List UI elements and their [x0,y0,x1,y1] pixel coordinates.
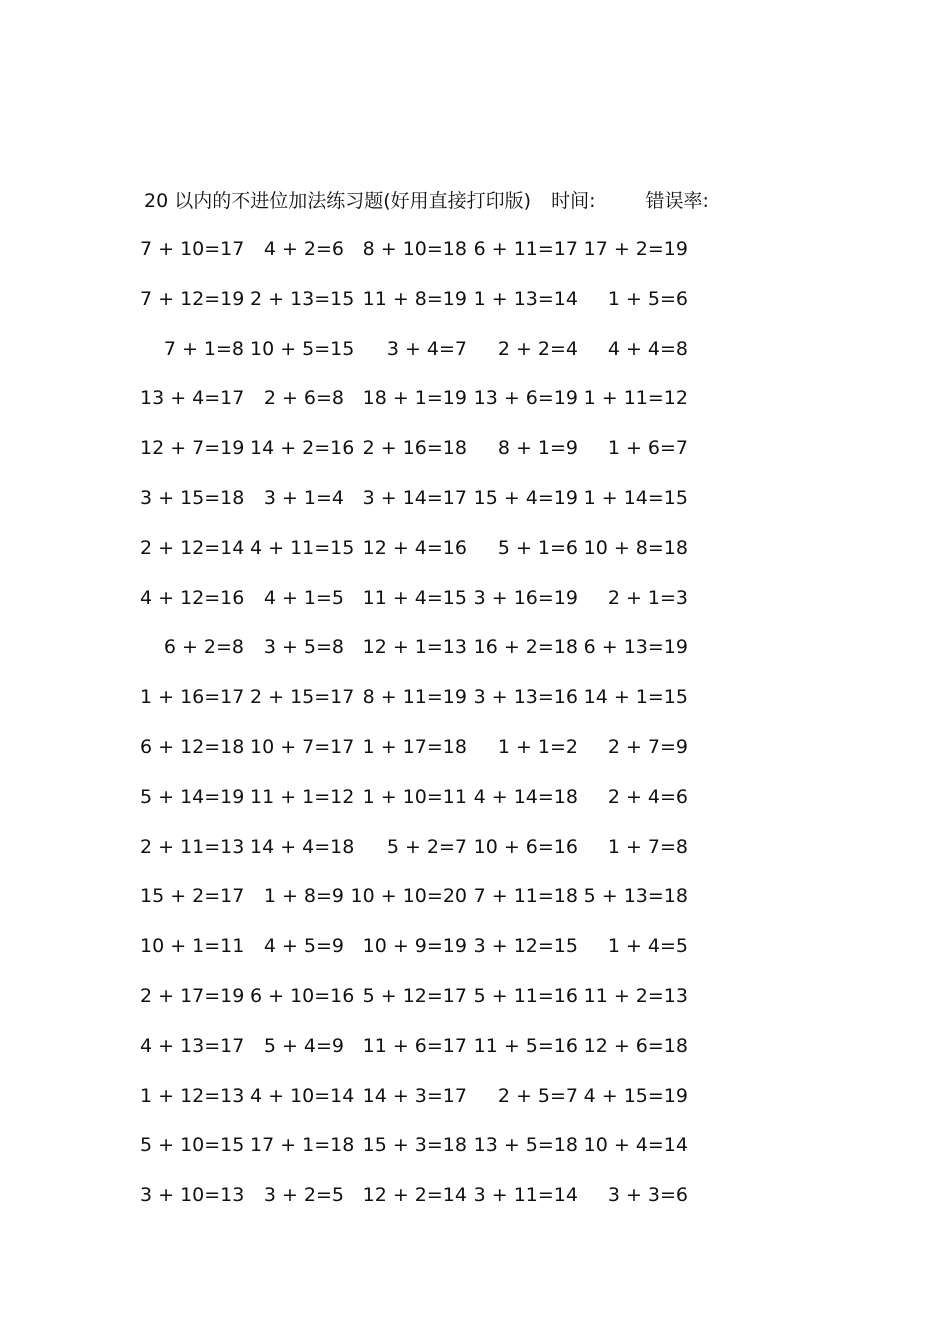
exercise-item: 17 + 1=18 [250,1134,355,1157]
exercise-item: 1 + 11=12 [583,387,688,410]
exercise-row [0,980,950,1030]
exercise-item: 8 + 11=19 [362,686,467,709]
exercise-item: 15 + 3=18 [362,1134,467,1157]
exercise-item: 7 + 11=18 [473,885,578,908]
time-label: 时间: [551,190,596,212]
exercise-row [0,283,950,333]
exercise-row [0,382,950,432]
exercise-row [0,631,950,681]
exercise-row [0,233,950,283]
exercise-row [0,1080,950,1130]
exercise-item: 1 + 10=11 [362,785,467,808]
exercise-item: 6 + 12=18 [140,735,245,758]
exercise-item: 3 + 12=15 [473,935,578,958]
exercise-item: 1 + 8=9 [263,885,344,908]
exercise-item: 5 + 4=9 [263,1034,344,1057]
exercise-item: 2 + 2=4 [497,337,578,360]
exercise-item: 1 + 14=15 [583,486,688,509]
exercise-item: 4 + 11=15 [250,536,355,559]
exercise-item: 10 + 9=19 [362,935,467,958]
exercise-item: 2 + 17=19 [140,984,245,1007]
exercise-item: 1 + 17=18 [362,735,467,758]
exercise-item: 3 + 14=17 [362,486,467,509]
error-rate-label: 错误率: [645,190,709,212]
exercise-item: 4 + 10=14 [250,1084,355,1107]
page-title: 20 以内的不进位加法练习题(好用直接打印版) [144,190,532,212]
exercise-item: 10 + 8=18 [583,536,688,559]
exercise-item: 2 + 6=8 [263,387,344,410]
exercise-item: 16 + 2=18 [473,636,578,659]
exercise-row [0,1030,950,1080]
exercise-item: 5 + 1=6 [497,536,578,559]
exercise-item: 11 + 1=12 [250,785,355,808]
exercise-item: 12 + 4=16 [362,536,467,559]
exercise-item: 4 + 5=9 [263,935,344,958]
exercise-row [0,432,950,482]
exercise-item: 3 + 5=8 [263,636,344,659]
exercise-item: 7 + 10=17 [140,238,245,260]
exercise-item: 17 + 2=19 [583,238,688,260]
exercise-item: 10 + 7=17 [250,735,355,758]
exercise-row [0,880,950,930]
exercise-item: 8 + 1=9 [497,437,578,460]
exercise-item: 2 + 12=14 [140,536,245,559]
exercise-row [0,781,950,831]
exercise-item: 11 + 4=15 [362,586,467,609]
exercise-item: 6 + 11=17 [473,238,578,260]
exercise-item: 2 + 5=7 [497,1084,578,1107]
exercise-item: 3 + 4=7 [386,337,467,360]
exercise-item: 3 + 16=19 [473,586,578,609]
exercise-item: 2 + 11=13 [140,835,245,858]
exercise-item: 14 + 2=16 [250,437,355,460]
exercise-item: 13 + 6=19 [473,387,578,410]
exercise-item: 6 + 10=16 [250,984,355,1007]
exercise-item: 1 + 12=13 [140,1084,245,1107]
exercise-item: 10 + 5=15 [250,337,355,360]
exercise-item: 5 + 12=17 [362,984,467,1007]
exercise-row [0,731,950,781]
exercise-item: 12 + 7=19 [140,437,245,460]
exercise-item: 3 + 10=13 [140,1184,245,1207]
exercise-row [0,1179,950,1229]
exercise-item: 14 + 4=18 [250,835,355,858]
exercise-item: 11 + 6=17 [362,1034,467,1057]
exercise-item: 2 + 13=15 [250,287,355,310]
exercise-item: 2 + 15=17 [250,686,355,709]
exercise-item: 10 + 6=16 [473,835,578,858]
exercise-item: 1 + 13=14 [473,287,578,310]
exercise-item: 13 + 5=18 [473,1134,578,1157]
exercise-item: 3 + 11=14 [473,1184,578,1207]
exercise-item: 8 + 10=18 [362,238,467,260]
exercise-item: 15 + 2=17 [140,885,245,908]
exercise-item: 12 + 6=18 [583,1034,688,1057]
exercise-item: 6 + 2=8 [163,636,244,659]
exercise-item: 3 + 1=4 [263,486,344,509]
exercise-item: 2 + 1=3 [607,586,688,609]
exercise-row [0,831,950,881]
exercise-item: 1 + 6=7 [607,437,688,460]
exercise-item: 4 + 13=17 [140,1034,245,1057]
exercise-item: 14 + 1=15 [583,686,688,709]
exercise-row [0,1129,950,1179]
exercise-item: 4 + 12=16 [140,586,245,609]
exercise-item: 11 + 8=19 [362,287,467,310]
exercise-item: 18 + 1=19 [362,387,467,410]
exercise-item: 10 + 1=11 [140,935,245,958]
exercise-item: 15 + 4=19 [473,486,578,509]
exercise-item: 5 + 13=18 [583,885,688,908]
exercise-item: 13 + 4=17 [140,387,245,410]
exercise-item: 4 + 1=5 [263,586,344,609]
exercise-item: 1 + 7=8 [607,835,688,858]
exercise-item: 2 + 4=6 [607,785,688,808]
exercise-row [0,930,950,980]
exercise-item: 1 + 5=6 [607,287,688,310]
exercise-item: 12 + 2=14 [362,1184,467,1207]
exercise-item: 14 + 3=17 [362,1084,467,1107]
exercise-item: 5 + 14=19 [140,785,245,808]
worksheet-header [144,186,709,216]
exercise-item: 2 + 7=9 [607,735,688,758]
exercise-item: 4 + 4=8 [607,337,688,360]
exercise-item: 3 + 3=6 [607,1184,688,1207]
exercise-item: 7 + 12=19 [140,287,245,310]
exercise-item: 2 + 16=18 [362,437,467,460]
exercise-grid [0,233,950,1229]
exercise-item: 5 + 10=15 [140,1134,245,1157]
exercise-item: 7 + 1=8 [163,337,244,360]
exercise-row [0,532,950,582]
exercise-item: 5 + 11=16 [473,984,578,1007]
exercise-item: 3 + 15=18 [140,486,245,509]
exercise-item: 11 + 5=16 [473,1034,578,1057]
exercise-item: 1 + 16=17 [140,686,245,709]
exercise-item: 11 + 2=13 [583,984,688,1007]
exercise-row [0,482,950,532]
exercise-item: 4 + 2=6 [263,238,344,260]
exercise-item: 1 + 4=5 [607,935,688,958]
exercise-item: 4 + 15=19 [583,1084,688,1107]
exercise-item: 3 + 13=16 [473,686,578,709]
exercise-row [0,582,950,632]
exercise-item: 3 + 2=5 [263,1184,344,1207]
exercise-item: 1 + 1=2 [497,735,578,758]
exercise-item: 5 + 2=7 [386,835,467,858]
exercise-item: 10 + 10=20 [350,885,467,908]
exercise-item: 6 + 13=19 [583,636,688,659]
exercise-item: 10 + 4=14 [583,1134,688,1157]
exercise-item: 4 + 14=18 [473,785,578,808]
exercise-row [0,333,950,383]
exercise-item: 12 + 1=13 [362,636,467,659]
exercise-row [0,681,950,731]
